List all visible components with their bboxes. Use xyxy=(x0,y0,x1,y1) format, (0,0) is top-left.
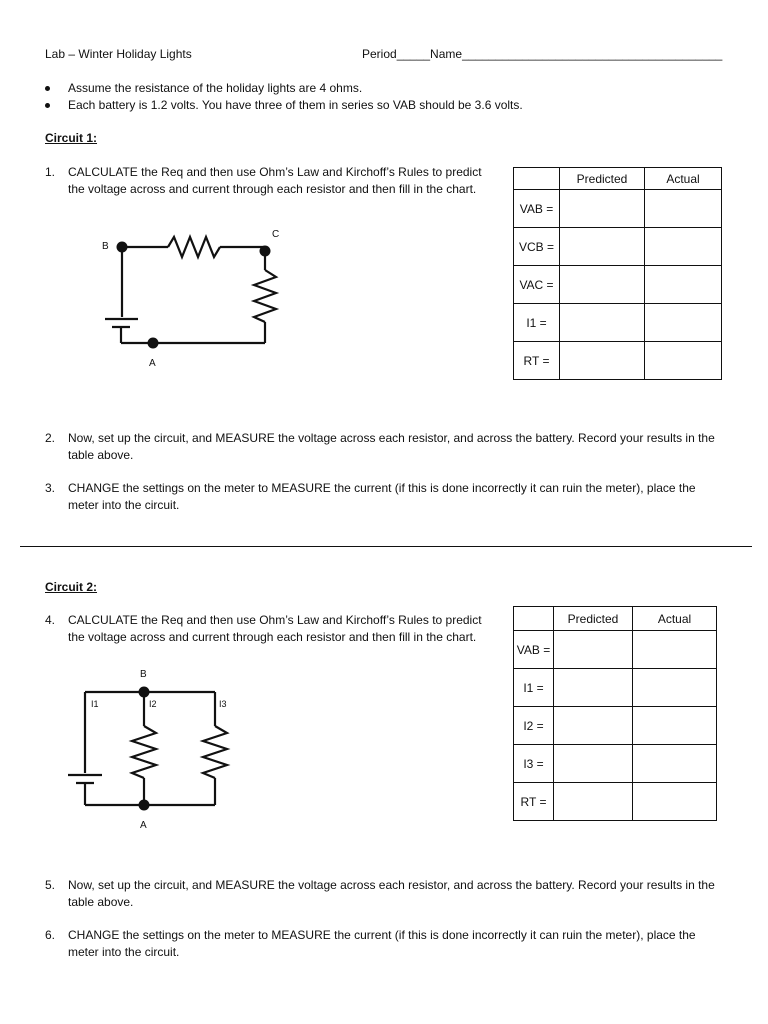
row-label: RT = xyxy=(514,783,554,821)
table-header-blank xyxy=(514,607,554,631)
predicted-cell[interactable] xyxy=(554,669,633,707)
instruction-5 xyxy=(45,877,725,911)
row-label: I3 = xyxy=(514,745,554,783)
item-number: 5. xyxy=(45,878,56,892)
row-label: I1 = xyxy=(514,304,560,342)
bullet-text: Assume the resistance of the holiday lights are 4 ohms. xyxy=(68,81,363,95)
circuit1-diagram xyxy=(90,222,290,377)
table-header-predicted: Predicted xyxy=(554,607,633,631)
node-label-b: B xyxy=(102,241,109,252)
node-a-dot xyxy=(139,800,150,811)
row-label: VAB = xyxy=(514,631,554,669)
worksheet-title: Lab – Winter Holiday Lights xyxy=(45,47,192,61)
instruction-6 xyxy=(45,927,725,961)
bullet-icon xyxy=(45,86,50,91)
item-number: 2. xyxy=(45,431,56,445)
node-label-c: C xyxy=(272,229,280,240)
predicted-cell[interactable] xyxy=(554,745,633,783)
table-header-predicted: Predicted xyxy=(560,168,645,190)
node-label-a: A xyxy=(149,358,156,369)
item-text: CALCULATE the Req and then use Ohm’s Law and Kirchoff’s Rules to predict the voltage across and current through each resistor and then fill in the chart. xyxy=(68,165,482,196)
bullet-item xyxy=(45,97,523,114)
instruction-4 xyxy=(45,612,500,646)
node-b-dot xyxy=(117,242,128,253)
item-text: CHANGE the settings on the meter to MEASURE the current (if this is done incorrectly it can ruin the meter), place the meter into the circuit. xyxy=(68,928,696,959)
actual-cell[interactable] xyxy=(633,745,717,783)
predicted-cell[interactable] xyxy=(560,342,645,380)
row-label: VAB = xyxy=(514,190,560,228)
circuit2-diagram xyxy=(55,680,235,820)
circuit2-heading: Circuit 2: xyxy=(45,580,98,594)
predicted-cell[interactable] xyxy=(560,228,645,266)
item-number: 6. xyxy=(45,928,56,942)
predicted-cell[interactable] xyxy=(554,707,633,745)
actual-cell[interactable] xyxy=(645,304,722,342)
bullet-icon xyxy=(45,103,50,108)
item-number: 3. xyxy=(45,481,56,495)
current-label-i1: I1 xyxy=(91,699,99,709)
section-divider xyxy=(20,546,752,547)
actual-cell[interactable] xyxy=(645,266,722,304)
row-label: I2 = xyxy=(514,707,554,745)
row-label: RT = xyxy=(514,342,560,380)
bullet-item xyxy=(45,80,523,97)
circuit2-results-table xyxy=(513,606,717,821)
actual-cell[interactable] xyxy=(633,669,717,707)
actual-cell[interactable] xyxy=(645,190,722,228)
node-b-dot xyxy=(139,687,150,698)
node-c-dot xyxy=(260,246,271,257)
table-header-blank xyxy=(514,168,560,190)
item-number: 1. xyxy=(45,165,56,179)
node-a-dot xyxy=(148,338,159,349)
predicted-cell[interactable] xyxy=(554,631,633,669)
bullet-text: Each battery is 1.2 volts. You have three of them in series so VAB should be 3.6 volts. xyxy=(68,98,523,112)
node-label-a: A xyxy=(140,820,147,831)
circuit1-heading: Circuit 1: xyxy=(45,131,98,145)
item-text: Now, set up the circuit, and MEASURE the voltage across each resistor, and across the battery. Record your results in the table above. xyxy=(68,431,715,462)
actual-cell[interactable] xyxy=(633,707,717,745)
table-header-actual: Actual xyxy=(633,607,717,631)
assumption-list xyxy=(45,80,523,114)
actual-cell[interactable] xyxy=(645,228,722,266)
instruction-2 xyxy=(45,430,725,464)
predicted-cell[interactable] xyxy=(560,266,645,304)
item-text: Now, set up the circuit, and MEASURE the voltage across each resistor, and across the battery. Record your results in the table above. xyxy=(68,878,715,909)
actual-cell[interactable] xyxy=(633,631,717,669)
instruction-3 xyxy=(45,480,725,514)
row-label: VCB = xyxy=(514,228,560,266)
table-header-actual: Actual xyxy=(645,168,722,190)
item-text: CHANGE the settings on the meter to MEASURE the current (if this is done incorrectly it can ruin the meter), place the meter into the circuit. xyxy=(68,481,696,512)
row-label: I1 = xyxy=(514,669,554,707)
actual-cell[interactable] xyxy=(645,342,722,380)
item-number: 4. xyxy=(45,613,56,627)
instruction-1 xyxy=(45,164,500,198)
current-label-i2: I2 xyxy=(149,699,157,709)
circuit1-results-table xyxy=(513,167,722,380)
predicted-cell[interactable] xyxy=(560,304,645,342)
row-label: VAC = xyxy=(514,266,560,304)
predicted-cell[interactable] xyxy=(554,783,633,821)
period-name-line: Period_____Name_______________________________________ xyxy=(362,47,723,61)
item-text: CALCULATE the Req and then use Ohm’s Law and Kirchoff’s Rules to predict the voltage across and current through each resistor and then fill in the chart. xyxy=(68,613,482,644)
actual-cell[interactable] xyxy=(633,783,717,821)
current-label-i3: I3 xyxy=(219,699,227,709)
node-label-b: B xyxy=(140,669,147,680)
predicted-cell[interactable] xyxy=(560,190,645,228)
